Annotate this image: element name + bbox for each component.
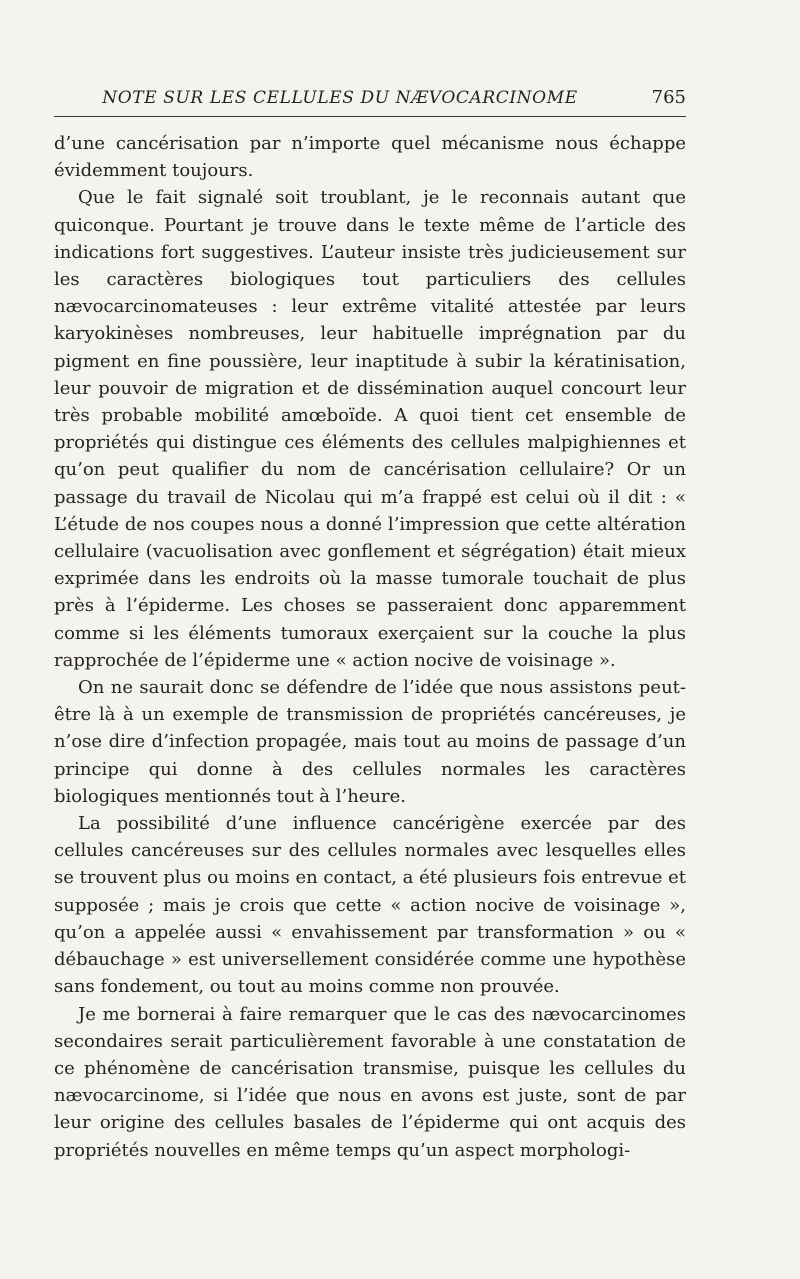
- running-title: NOTE SUR LES CELLULES DU NÆVOCARCINOME: [102, 88, 578, 108]
- body-text: [54, 130, 686, 1164]
- paragraph: Je me bornerai à faire remarquer que le cas des nævocarcinomes secondaires serait particulièrement favorable à une constatation de ce phénomène de cancérisation transmise, puisque les cellules du nævocarcinome, si l’idée que nous en avons est juste, sont de par leur origine des cellules basales de l’épiderme qui ont acquis des propriétés nouvelles en même temps qu’un aspect morphologi-: [54, 1003, 686, 1161]
- paragraph: Que le fait signalé soit troublant, je le reconnais autant que quiconque. Pourtant je trouve dans le texte même de l’article des indications fort suggestives. L’auteur insiste très judicieusement sur les caractères biologiques tout particuliers des cellules nævocarcinomateuses : leur extrême vitalité attestée par leurs karyokinèses nombreuses, leur habituelle imprégnation par du pigment en fine poussière, leur inaptitude à subir la kératinisation, leur pouvoir de migration et de dissémination auquel concourt leur très probable mobilité amœboïde. A quoi tient cet ensemble de propriétés qui distingue ces éléments des cellules malpighiennes et qu’on peut qualifier du nom de cancérisation cellulaire? Or un passage du travail de Nicolau qui m’a frappé est celui où il dit : « L’étude de nos coupes nous a donné l’impression que cette altération cellulaire (vacuolisation avec gonflement et ségrégation) était mieux exprimée dans les endroits où la masse tumorale touchait de plus près à l’épiderme. Les choses se passeraient donc apparemment comme si les éléments tumoraux exerçaient sur la couche la plus rapprochée de l’épiderme une « action nocive de voisinage ».: [54, 187, 686, 671]
- page-number: 765: [651, 87, 686, 108]
- header-rule: [54, 116, 686, 117]
- running-header: [54, 84, 686, 112]
- paragraph-continuation: d’une cancérisation par n’importe quel mécanisme nous échappe évidemment toujours.: [54, 133, 686, 182]
- paragraph: On ne saurait donc se défendre de l’idée que nous assistons peut-être là à un exemple de transmission de propriétés cancéreuses, je n’ose dire d’infection propagée, mais tout au moins de passage d’un principe qui donne à des cellules normales les caractères biologiques mentionnés tout à l’heure.: [54, 677, 686, 807]
- paragraph: La possibilité d’une influence cancérigène exercée par des cellules cancéreuses sur des cellules normales avec lesquelles elles se trouvent plus ou moins en contact, a été plusieurs fois entrevue et supposée ; mais je crois que cette « action nocive de voisinage », qu’on a appelée aussi « envahissement par transformation » ou « débauchage » est universellement considérée comme une hypothèse sans fondement, ou tout au moins comme non prouvée.: [54, 813, 687, 998]
